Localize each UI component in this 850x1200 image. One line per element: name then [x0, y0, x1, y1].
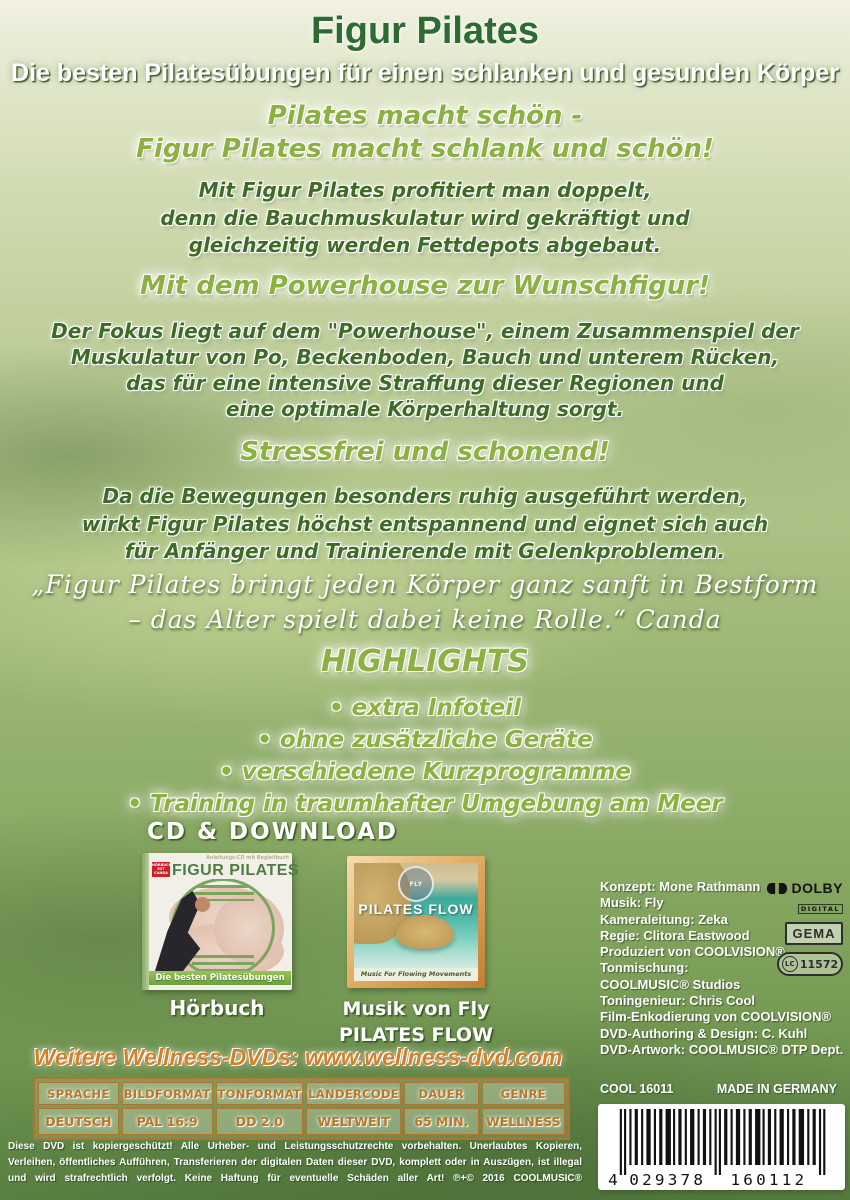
credit-line: Konzept: Mone Rathmann [600, 879, 761, 894]
cd-top-note: Anleitungs-CD mit Begleitbuch [206, 855, 289, 861]
gema-logo: GEMA [785, 922, 843, 945]
spec-header: BILDFORMAT [122, 1082, 213, 1105]
highlight-item: • Training in traumhafter Umgebung am Meer [127, 791, 723, 817]
flow-cd-caption [330, 996, 502, 1048]
spec-header: DAUER [404, 1082, 479, 1105]
page-title: Figur Pilates [310, 10, 540, 52]
fly-logo: FLY [398, 866, 434, 902]
quote-line: „Figur Pilates bringt jeden Körper ganz sanft in Bestform [31, 570, 819, 599]
spec-header: TONFORMAT [216, 1082, 304, 1105]
highlight-item: • extra Infoteil [328, 695, 522, 721]
lc-number: 11572 [799, 957, 839, 971]
footer-identifiers [600, 1082, 837, 1096]
highlight-item: • verschiedene Kurzprogramme [218, 759, 631, 785]
spec-value: DEUTSCH [38, 1108, 119, 1135]
catalog-number: COOL 16011 [600, 1082, 674, 1096]
credit-line: Toningenieur: Chris Cool [600, 993, 756, 1009]
cd-spine [142, 853, 149, 990]
spec-value: 65 MIN. [404, 1108, 479, 1135]
spec-header: GENRE [482, 1082, 565, 1105]
dolby-digital-logo [765, 880, 844, 915]
legal-line: und wird strafrechtlich verfolgt. Keine Haftung für eventuelle Schäden aller Art! ℗+© 2016 COOLMUSIC® [8, 1173, 582, 1184]
cd-bottom-strip: Music For Flowing Movements [354, 968, 478, 981]
barcode-digits-group1: 029378 [629, 1171, 707, 1187]
body-line: Der Fokus liegt auf dem "Powerhouse", einem Zusammenspiel der [51, 319, 799, 343]
body-line: Mit Figur Pilates profitiert man doppelt, [198, 178, 652, 202]
wellness-dvd-website-line: Weitere Wellness-DVDs: www.wellness-dvd.com [33, 1044, 563, 1070]
caption-line: Musik von Fly [342, 998, 490, 1020]
body-line: das für eine intensive Straffung dieser Regionen und [126, 371, 724, 395]
cd-bottom-strip: Die besten Pilatesübungen [149, 971, 291, 985]
dolby-word: DOLBY [791, 880, 843, 896]
highlight-item: • ohne zusätzliche Geräte [257, 727, 593, 753]
heading-line: Figur Pilates macht schlank und schön! [136, 134, 714, 164]
subtitle: Die besten Pilatesübungen für einen schlanken und gesunden Körper [11, 59, 839, 87]
sea-rock [396, 915, 454, 949]
made-in-germany-label: MADE IN GERMANY [716, 1082, 837, 1096]
hoerbuch-badge: HÖRBUCH MIT CANDA [152, 863, 172, 876]
barcode-digits-group2: 160112 [730, 1171, 808, 1187]
dolby-digital-word: DIGITAL [798, 904, 843, 914]
copyright-notice [8, 1139, 582, 1187]
body-line: wirkt Figur Pilates höchst entspannend und eignet sich auch [81, 511, 769, 536]
body-line: eine optimale Körperhaltung sorgt. [225, 397, 625, 421]
cd-download-label: CD & DOWNLOAD [147, 819, 398, 845]
certification-logos [763, 880, 843, 976]
cd-title: FIGUR PILATES [172, 862, 300, 879]
pilates-woman-head [195, 897, 210, 912]
credit-line: Musik: Fly [600, 895, 664, 911]
figur-cd-caption: Hörbuch [169, 996, 265, 1020]
credit-line: Produziert von COOLVISION® [600, 944, 785, 960]
credit-line: Regie: Clitora Eastwood [600, 927, 750, 943]
heading-line: Pilates macht schön - [267, 101, 583, 131]
spec-table [33, 1077, 570, 1140]
legal-line: Verleihen, öffentliches Aufführen, Transferieren der digitalen Daten dieser DVD, komplett oder in Auszügen, ist illegal [8, 1157, 582, 1168]
legal-line: Diese DVD ist kopiergeschützt! Alle Urheber- und Leistungsschutzrechte vorbehalten. Unerlaubtes Kopieren, [8, 1141, 582, 1152]
credit-line: Tonmischung: [600, 960, 689, 976]
cd-artwork [149, 879, 292, 971]
credit-line: Kameraleitung: Zeka [600, 911, 728, 927]
section2-body [0, 318, 850, 422]
spec-value: DD 2.0 [216, 1108, 304, 1135]
section3-body [0, 483, 850, 566]
body-line: Da die Bewegungen besonders ruhig ausgeführt werden, [102, 484, 748, 508]
credit-line: COOLMUSIC® Studios [600, 976, 741, 992]
body-line: denn die Bauchmuskulatur wird gekräftigt und [160, 205, 690, 230]
credit-line: Film-Enkodierung von COOLVISION® [600, 1009, 832, 1025]
lc-circle: LC [782, 956, 798, 972]
spec-header: LÄNDERCODE [306, 1082, 401, 1105]
spec-header-row [38, 1082, 565, 1105]
highlights-title: HIGHLIGHTS [320, 644, 530, 679]
section3-heading: Stressfrei und schonend! [240, 437, 610, 467]
barcode-bars [607, 1109, 836, 1187]
body-line: Muskulatur von Po, Beckenboden, Bauch und unterem Rücken, [70, 345, 780, 369]
figur-pilates-cd-cover [142, 853, 300, 990]
spec-header: SPRACHE [38, 1082, 119, 1105]
dolby-dd-icon [765, 882, 789, 895]
cd-title: PILATES FLOW [358, 901, 474, 917]
section1-body [0, 177, 850, 260]
testimonial-quote [0, 567, 850, 637]
body-line: gleichzeitig werden Fettdepots abgebaut. [188, 233, 662, 257]
cd-artwork [354, 863, 478, 981]
section1-heading [0, 100, 850, 166]
label-code-logo [777, 952, 843, 976]
spec-value: WELLNESS [482, 1108, 565, 1135]
quote-line: – das Alter spielt dabei keine Rolle.“ Canda [128, 605, 722, 634]
section2-heading: Mit dem Powerhouse zur Wunschfigur! [140, 271, 710, 301]
caption-line: PILATES FLOW [338, 1024, 494, 1046]
spec-value: WELTWEIT [306, 1108, 401, 1135]
spec-value-row [38, 1108, 565, 1135]
credit-line: DVD-Authoring & Design: C. Kuhl [600, 1025, 808, 1041]
cd-title-row [152, 862, 300, 880]
credit-line: DVD-Artwork: COOLMUSIC® DTP Dept. [600, 1041, 844, 1057]
barcode-digit-left: 4 [608, 1171, 618, 1187]
highlights-list [0, 692, 850, 820]
pilates-flow-cd-cover [347, 856, 485, 988]
spec-value: PAL 16:9 [122, 1108, 213, 1135]
body-line: für Anfänger und Trainierende mit Gelenkproblemen. [124, 539, 726, 563]
ean-barcode [598, 1104, 845, 1190]
